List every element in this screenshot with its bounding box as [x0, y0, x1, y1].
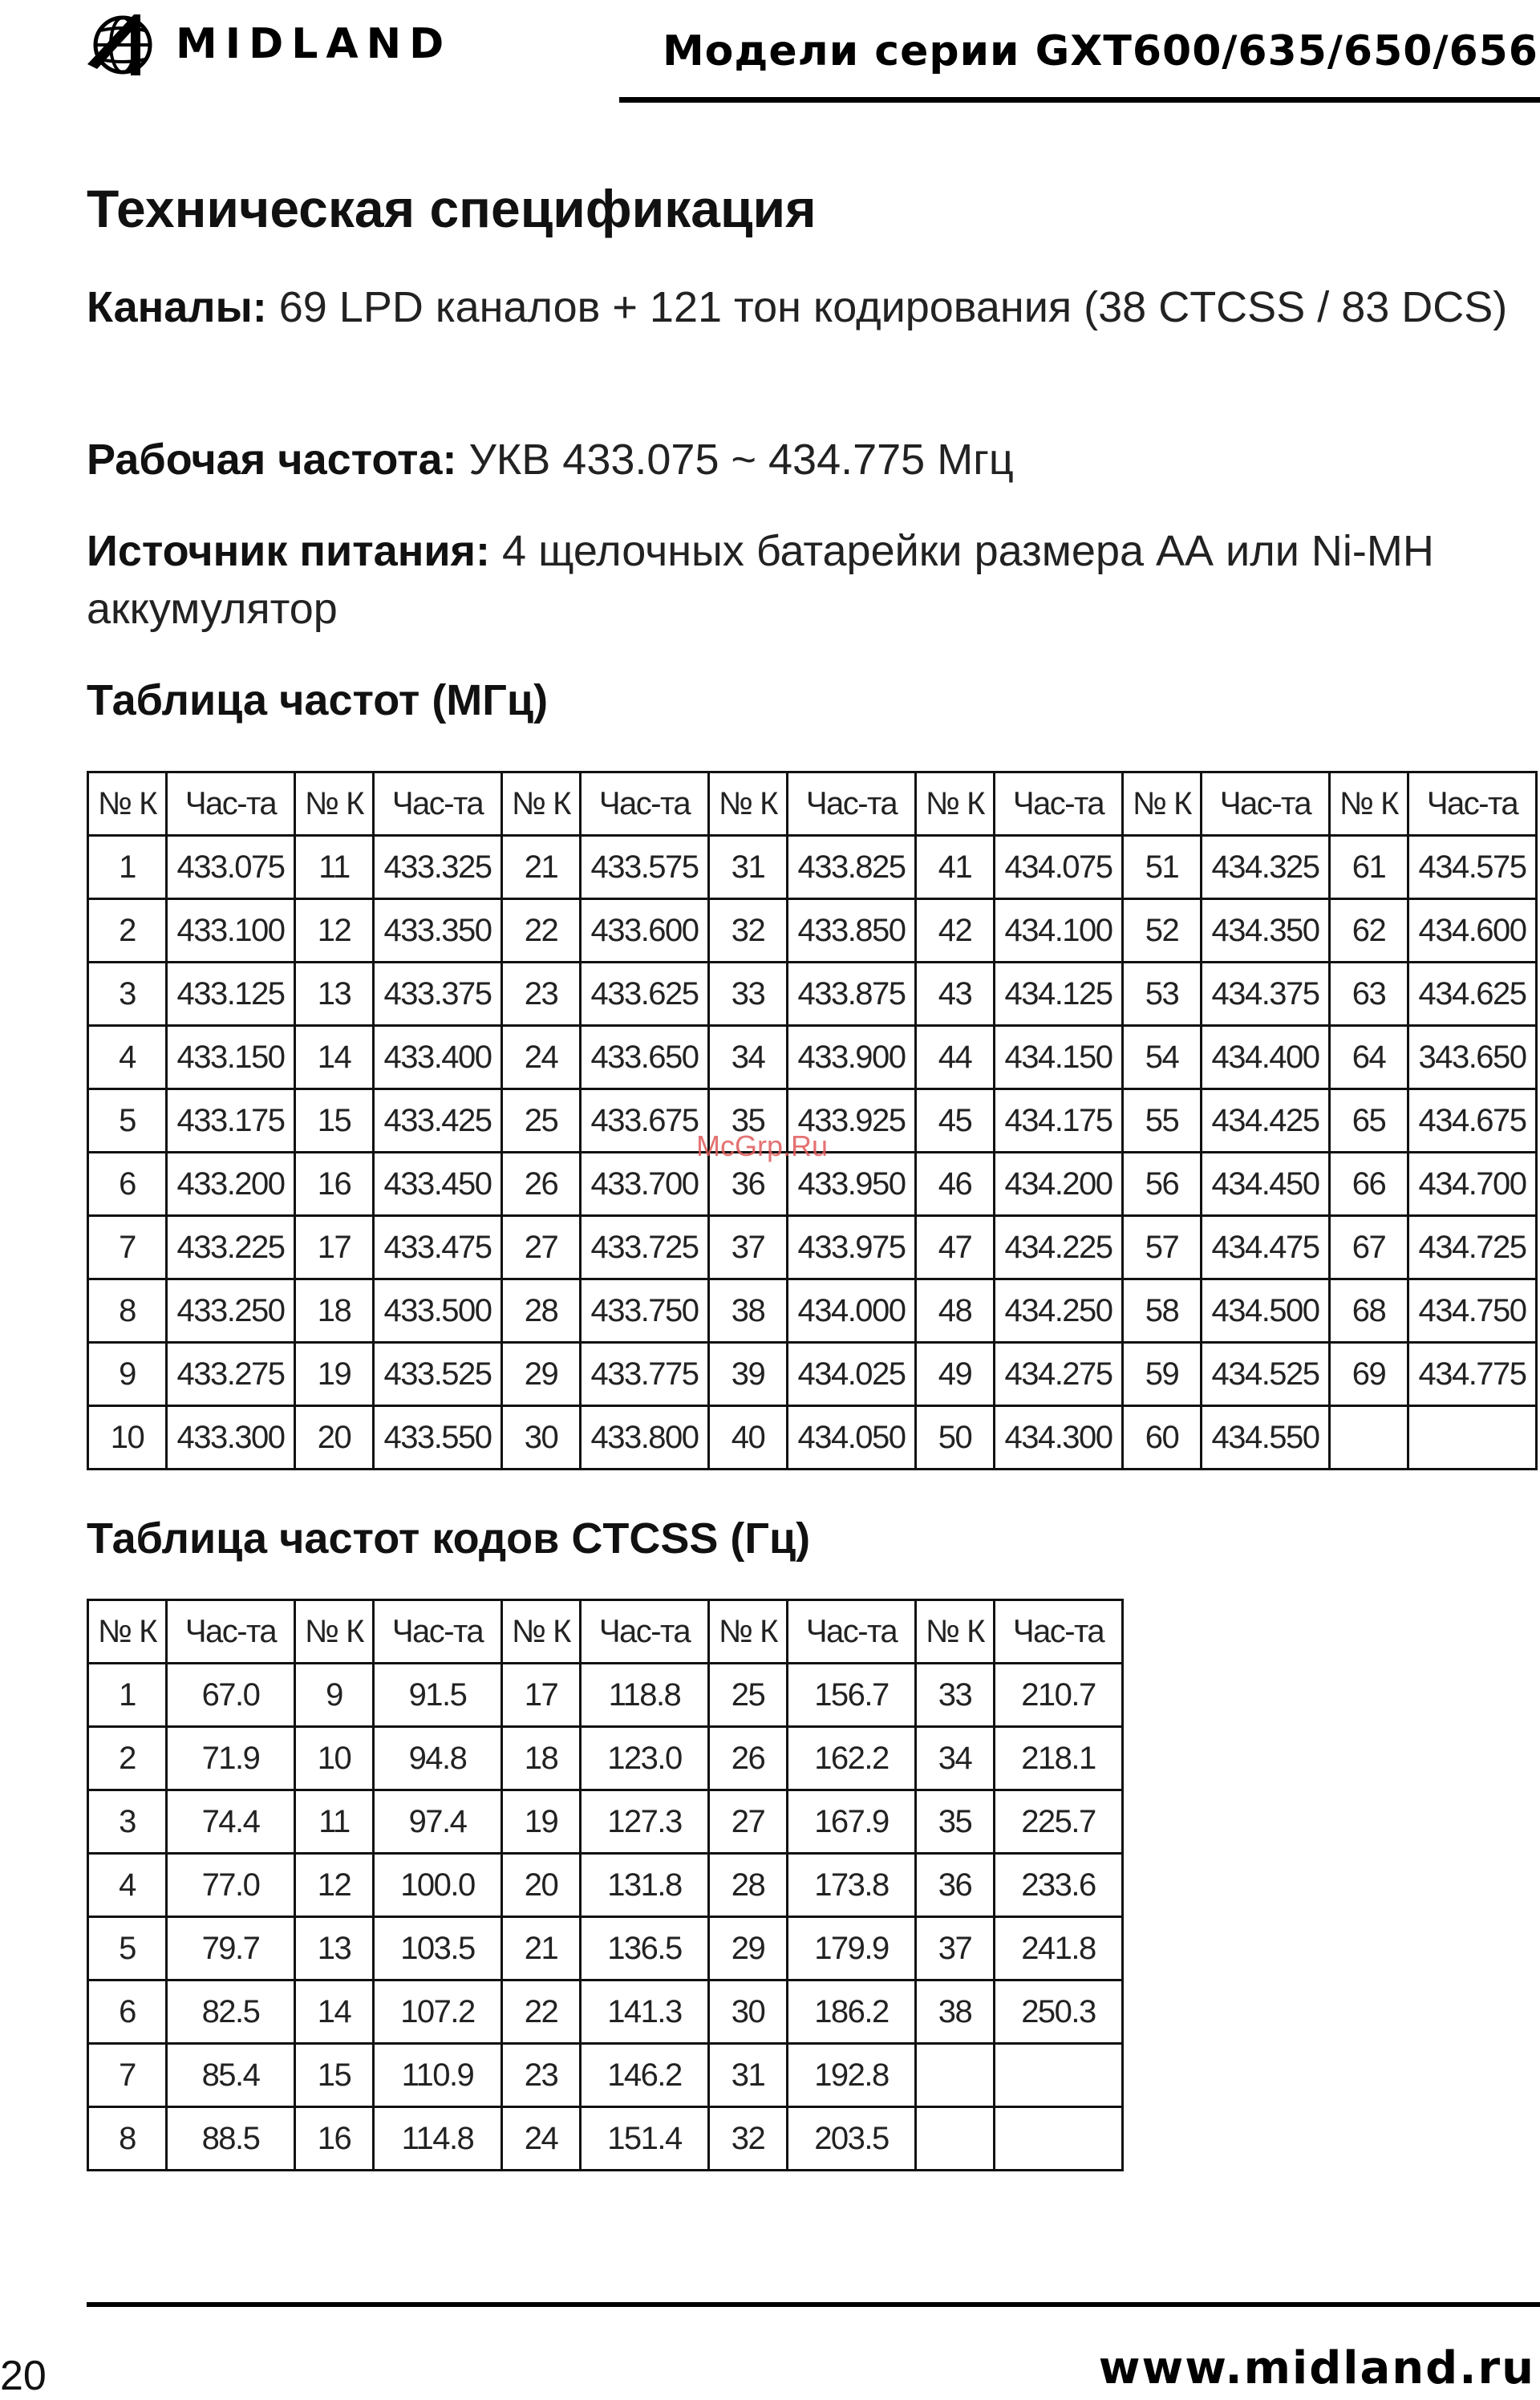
channel-number-cell: 17: [295, 1216, 374, 1279]
frequency-cell: 225.7: [995, 1790, 1123, 1854]
channel-number-cell: [916, 2107, 995, 2171]
frequency-cell: 433.625: [581, 963, 709, 1026]
channel-number-cell: 13: [295, 1917, 374, 1980]
table-row: [88, 1790, 1123, 1854]
channels-paragraph: [87, 278, 1522, 336]
frequency-cell: 433.200: [167, 1153, 295, 1216]
channel-number-cell: 6: [88, 1980, 167, 2044]
channel-number-cell: 38: [709, 1279, 788, 1343]
channel-number-cell: 39: [709, 1343, 788, 1406]
channel-number-cell: 29: [709, 1917, 788, 1980]
table-header-cell: № К: [502, 1600, 581, 1664]
channel-number-cell: 10: [295, 1727, 374, 1790]
frequency-cell: 433.350: [374, 899, 502, 963]
table-row: [88, 899, 1537, 963]
frequency-cell: 433.175: [167, 1089, 295, 1153]
channel-number-cell: 6: [88, 1153, 167, 1216]
channel-number-cell: 12: [295, 1854, 374, 1917]
table-header-cell: Час-та: [374, 1600, 502, 1664]
channel-number-cell: 42: [916, 899, 995, 963]
table-header-cell: № К: [709, 772, 788, 836]
channel-number-cell: 62: [1330, 899, 1408, 963]
frequency-cell: 433.825: [788, 836, 916, 899]
channel-number-cell: 8: [88, 2107, 167, 2171]
channel-number-cell: 17: [502, 1664, 581, 1727]
table-header-cell: Час-та: [788, 772, 916, 836]
frequency-cell: 433.925: [788, 1089, 916, 1153]
channel-number-cell: 28: [502, 1279, 581, 1343]
table-row: [88, 1727, 1123, 1790]
table-row: [88, 1406, 1537, 1470]
channel-number-cell: 32: [709, 899, 788, 963]
frequency-cell: 434.350: [1202, 899, 1330, 963]
frequency-cell: 71.9: [167, 1727, 295, 1790]
frequency-cell: 210.7: [995, 1664, 1123, 1727]
channel-number-cell: 23: [502, 963, 581, 1026]
frequency-cell: 433.900: [788, 1026, 916, 1089]
channel-number-cell: 24: [502, 2107, 581, 2171]
channel-number-cell: 22: [502, 899, 581, 963]
frequency-cell: 123.0: [581, 1727, 709, 1790]
power-paragraph: [87, 522, 1522, 638]
channel-number-cell: [1330, 1406, 1408, 1470]
channel-number-cell: 26: [709, 1727, 788, 1790]
channel-number-cell: 15: [295, 2044, 374, 2107]
channel-number-cell: 11: [295, 836, 374, 899]
channel-number-cell: 20: [502, 1854, 581, 1917]
channel-number-cell: 29: [502, 1343, 581, 1406]
channel-number-cell: 19: [502, 1790, 581, 1854]
channel-number-cell: 66: [1330, 1153, 1408, 1216]
channel-number-cell: 12: [295, 899, 374, 963]
channel-number-cell: 69: [1330, 1343, 1408, 1406]
frequency-cell: 434.375: [1202, 963, 1330, 1026]
table-row: [88, 2107, 1123, 2171]
frequency-value: УКВ 433.075 ~ 434.775 Мгц: [468, 436, 1014, 484]
channel-number-cell: 9: [295, 1664, 374, 1727]
frequency-cell: 146.2: [581, 2044, 709, 2107]
frequency-cell: 88.5: [167, 2107, 295, 2171]
table-header-cell: № К: [1330, 772, 1408, 836]
frequency-cell: 103.5: [374, 1917, 502, 1980]
channel-number-cell: 27: [709, 1790, 788, 1854]
channel-number-cell: 4: [88, 1026, 167, 1089]
frequency-table: [87, 771, 1538, 1470]
frequency-cell: 433.675: [581, 1089, 709, 1153]
frequency-cell: 114.8: [374, 2107, 502, 2171]
frequency-cell: 434.400: [1202, 1026, 1330, 1089]
frequency-cell: 434.725: [1408, 1216, 1537, 1279]
channel-number-cell: 54: [1123, 1026, 1202, 1089]
channel-number-cell: 47: [916, 1216, 995, 1279]
frequency-cell: 433.325: [374, 836, 502, 899]
footer-divider: [87, 2302, 1540, 2307]
channel-number-cell: 56: [1123, 1153, 1202, 1216]
page-number: 20: [0, 2353, 47, 2399]
channel-number-cell: [916, 2044, 995, 2107]
ctcss-table-title: Таблица частот кодов CTCSS (Гц): [87, 1514, 811, 1563]
table-header-cell: № К: [88, 772, 167, 836]
frequency-cell: 94.8: [374, 1727, 502, 1790]
frequency-cell: 434.425: [1202, 1089, 1330, 1153]
channel-number-cell: 5: [88, 1917, 167, 1980]
channel-number-cell: 35: [916, 1790, 995, 1854]
frequency-cell: 127.3: [581, 1790, 709, 1854]
frequency-cell: 100.0: [374, 1854, 502, 1917]
channel-number-cell: 52: [1123, 899, 1202, 963]
table-row: [88, 1343, 1537, 1406]
channel-number-cell: 65: [1330, 1089, 1408, 1153]
table-header-cell: № К: [709, 1600, 788, 1664]
frequency-cell: 434.075: [995, 836, 1123, 899]
table-header-cell: № К: [295, 772, 374, 836]
channel-number-cell: 21: [502, 836, 581, 899]
frequency-cell: 136.5: [581, 1917, 709, 1980]
channel-number-cell: 3: [88, 1790, 167, 1854]
frequency-cell: 186.2: [788, 1980, 916, 2044]
table-header-cell: № К: [295, 1600, 374, 1664]
frequency-cell: 434.700: [1408, 1153, 1537, 1216]
channel-number-cell: 10: [88, 1406, 167, 1470]
channel-number-cell: 31: [709, 836, 788, 899]
frequency-cell: 433.075: [167, 836, 295, 899]
frequency-cell: 91.5: [374, 1664, 502, 1727]
channel-number-cell: 15: [295, 1089, 374, 1153]
frequency-cell: 82.5: [167, 1980, 295, 2044]
channel-number-cell: 33: [916, 1664, 995, 1727]
frequency-cell: 434.775: [1408, 1343, 1537, 1406]
frequency-cell: 434.575: [1408, 836, 1537, 899]
channel-number-cell: 18: [295, 1279, 374, 1343]
channel-number-cell: 2: [88, 899, 167, 963]
frequency-cell: 173.8: [788, 1854, 916, 1917]
channel-number-cell: 41: [916, 836, 995, 899]
channel-number-cell: 34: [709, 1026, 788, 1089]
frequency-cell: 434.525: [1202, 1343, 1330, 1406]
frequency-label: Рабочая частота:: [87, 436, 457, 484]
frequency-cell: 434.750: [1408, 1279, 1537, 1343]
channels-value: 69 LPD каналов + 121 тон кодирования (38 CTCSS / 83 DCS): [278, 283, 1508, 331]
frequency-cell: 434.550: [1202, 1406, 1330, 1470]
channel-number-cell: 32: [709, 2107, 788, 2171]
table-header-cell: Час-та: [788, 1600, 916, 1664]
channel-number-cell: 25: [502, 1089, 581, 1153]
table-header-cell: Час-та: [1408, 772, 1537, 836]
channel-number-cell: 50: [916, 1406, 995, 1470]
table-header-cell: Час-та: [167, 1600, 295, 1664]
frequency-cell: 433.250: [167, 1279, 295, 1343]
frequency-cell: 433.450: [374, 1153, 502, 1216]
frequency-cell: 179.9: [788, 1917, 916, 1980]
page-title: Техническая спецификация: [87, 179, 817, 238]
channel-number-cell: 14: [295, 1026, 374, 1089]
frequency-cell: 131.8: [581, 1854, 709, 1917]
channel-number-cell: 28: [709, 1854, 788, 1917]
channel-number-cell: 30: [709, 1980, 788, 2044]
channel-number-cell: 25: [709, 1664, 788, 1727]
frequency-cell: 434.125: [995, 963, 1123, 1026]
channel-number-cell: 16: [295, 1153, 374, 1216]
channel-number-cell: 34: [916, 1727, 995, 1790]
frequency-cell: 434.625: [1408, 963, 1537, 1026]
frequency-cell: 434.475: [1202, 1216, 1330, 1279]
channel-number-cell: 4: [88, 1854, 167, 1917]
channel-number-cell: 19: [295, 1343, 374, 1406]
frequency-cell: 151.4: [581, 2107, 709, 2171]
frequency-cell: 433.650: [581, 1026, 709, 1089]
table-row: [88, 1980, 1123, 2044]
frequency-cell: 434.150: [995, 1026, 1123, 1089]
channel-number-cell: 48: [916, 1279, 995, 1343]
channel-number-cell: 27: [502, 1216, 581, 1279]
frequency-table-title: Таблица частот (МГц): [87, 676, 549, 724]
table-row: [88, 1854, 1123, 1917]
table-row: [88, 1279, 1537, 1343]
table-header-cell: № К: [502, 772, 581, 836]
channel-number-cell: 5: [88, 1089, 167, 1153]
frequency-cell: [1408, 1406, 1537, 1470]
table-row: [88, 2044, 1123, 2107]
frequency-cell: 85.4: [167, 2044, 295, 2107]
channel-number-cell: 40: [709, 1406, 788, 1470]
channel-number-cell: 11: [295, 1790, 374, 1854]
channel-number-cell: 18: [502, 1727, 581, 1790]
channel-number-cell: 53: [1123, 963, 1202, 1026]
table-header-cell: № К: [916, 772, 995, 836]
frequency-cell: 433.275: [167, 1343, 295, 1406]
frequency-cell: 433.800: [581, 1406, 709, 1470]
channel-number-cell: 49: [916, 1343, 995, 1406]
frequency-cell: 74.4: [167, 1790, 295, 1854]
frequency-cell: 434.325: [1202, 836, 1330, 899]
frequency-cell: 141.3: [581, 1980, 709, 2044]
globe-logo-icon: [84, 8, 172, 80]
table-row: [88, 1026, 1537, 1089]
channel-number-cell: 55: [1123, 1089, 1202, 1153]
table-header-cell: № К: [88, 1600, 167, 1664]
frequency-cell: 434.000: [788, 1279, 916, 1343]
table-header-cell: № К: [1123, 772, 1202, 836]
channel-number-cell: 20: [295, 1406, 374, 1470]
frequency-cell: 433.500: [374, 1279, 502, 1343]
frequency-cell: [995, 2107, 1123, 2171]
frequency-cell: 433.475: [374, 1216, 502, 1279]
frequency-cell: 433.425: [374, 1089, 502, 1153]
table-header-cell: Час-та: [167, 772, 295, 836]
channel-number-cell: 61: [1330, 836, 1408, 899]
channel-number-cell: 44: [916, 1026, 995, 1089]
channel-number-cell: 37: [709, 1216, 788, 1279]
frequency-cell: 433.850: [788, 899, 916, 963]
channel-number-cell: 22: [502, 1980, 581, 2044]
frequency-cell: 434.175: [995, 1089, 1123, 1153]
channel-number-cell: 33: [709, 963, 788, 1026]
table-row: [88, 836, 1537, 899]
channel-number-cell: 58: [1123, 1279, 1202, 1343]
frequency-cell: 67.0: [167, 1664, 295, 1727]
frequency-cell: 433.300: [167, 1406, 295, 1470]
table-row: [88, 963, 1537, 1026]
frequency-cell: 434.200: [995, 1153, 1123, 1216]
frequency-cell: 110.9: [374, 2044, 502, 2107]
channel-number-cell: 35: [709, 1089, 788, 1153]
website-url: www.midland.ru: [1098, 2342, 1535, 2394]
table-row: [88, 1664, 1123, 1727]
frequency-cell: 434.050: [788, 1406, 916, 1470]
frequency-cell: 434.225: [995, 1216, 1123, 1279]
channel-number-cell: 16: [295, 2107, 374, 2171]
frequency-cell: 118.8: [581, 1664, 709, 1727]
frequency-cell: 433.125: [167, 963, 295, 1026]
frequency-cell: 434.300: [995, 1406, 1123, 1470]
frequency-cell: 434.025: [788, 1343, 916, 1406]
table-header-cell: Час-та: [374, 772, 502, 836]
frequency-cell: 433.975: [788, 1216, 916, 1279]
table-header-cell: Час-та: [1202, 772, 1330, 836]
frequency-cell: 241.8: [995, 1917, 1123, 1980]
frequency-cell: 167.9: [788, 1790, 916, 1854]
channel-number-cell: 8: [88, 1279, 167, 1343]
frequency-cell: 433.100: [167, 899, 295, 963]
channel-number-cell: 26: [502, 1153, 581, 1216]
frequency-cell: 433.150: [167, 1026, 295, 1089]
frequency-cell: 433.700: [581, 1153, 709, 1216]
table-header-cell: Час-та: [581, 772, 709, 836]
table-row: [88, 1216, 1537, 1279]
channel-number-cell: 24: [502, 1026, 581, 1089]
channel-number-cell: 9: [88, 1343, 167, 1406]
channel-number-cell: 57: [1123, 1216, 1202, 1279]
frequency-cell: 434.675: [1408, 1089, 1537, 1153]
channel-number-cell: 67: [1330, 1216, 1408, 1279]
channel-number-cell: 14: [295, 1980, 374, 2044]
frequency-cell: 433.575: [581, 836, 709, 899]
frequency-cell: 107.2: [374, 1980, 502, 2044]
channel-number-cell: 51: [1123, 836, 1202, 899]
frequency-cell: 77.0: [167, 1854, 295, 1917]
frequency-cell: 433.950: [788, 1153, 916, 1216]
table-header-row: [88, 772, 1537, 836]
channel-number-cell: 30: [502, 1406, 581, 1470]
channel-number-cell: 3: [88, 963, 167, 1026]
table-header-cell: Час-та: [581, 1600, 709, 1664]
series-title: Модели серии GXT600/635/650/656: [662, 27, 1538, 75]
frequency-cell: 162.2: [788, 1727, 916, 1790]
frequency-cell: 233.6: [995, 1854, 1123, 1917]
frequency-cell: 433.600: [581, 899, 709, 963]
frequency-cell: 433.775: [581, 1343, 709, 1406]
table-header-cell: Час-та: [995, 1600, 1123, 1664]
frequency-cell: 433.525: [374, 1343, 502, 1406]
ctcss-table: [87, 1599, 1124, 2171]
channel-number-cell: 59: [1123, 1343, 1202, 1406]
frequency-cell: 343.650: [1408, 1026, 1537, 1089]
brand-name: MIDLAND: [176, 20, 452, 68]
channel-number-cell: 7: [88, 2044, 167, 2107]
channel-number-cell: 36: [709, 1153, 788, 1216]
header-divider: [619, 97, 1540, 103]
frequency-cell: 433.225: [167, 1216, 295, 1279]
frequency-cell: 433.750: [581, 1279, 709, 1343]
channel-number-cell: 1: [88, 1664, 167, 1727]
channel-number-cell: 36: [916, 1854, 995, 1917]
channel-number-cell: 46: [916, 1153, 995, 1216]
channel-number-cell: 38: [916, 1980, 995, 2044]
frequency-cell: 434.250: [995, 1279, 1123, 1343]
frequency-paragraph: [87, 431, 1522, 489]
frequency-cell: 433.375: [374, 963, 502, 1026]
frequency-cell: [995, 2044, 1123, 2107]
table-header-cell: Час-та: [995, 772, 1123, 836]
frequency-cell: 156.7: [788, 1664, 916, 1727]
channel-number-cell: 2: [88, 1727, 167, 1790]
channel-number-cell: 45: [916, 1089, 995, 1153]
frequency-cell: 250.3: [995, 1980, 1123, 2044]
frequency-cell: 434.275: [995, 1343, 1123, 1406]
channel-number-cell: 23: [502, 2044, 581, 2107]
channel-number-cell: 21: [502, 1917, 581, 1980]
frequency-cell: 79.7: [167, 1917, 295, 1980]
channels-label: Каналы:: [87, 283, 267, 331]
table-header-row: [88, 1600, 1123, 1664]
frequency-cell: 434.500: [1202, 1279, 1330, 1343]
table-header-cell: № К: [916, 1600, 995, 1664]
channel-number-cell: 63: [1330, 963, 1408, 1026]
power-label: Источник питания:: [87, 527, 491, 575]
frequency-cell: 433.875: [788, 963, 916, 1026]
channel-number-cell: 43: [916, 963, 995, 1026]
brand-logo: [84, 8, 452, 80]
channel-number-cell: 37: [916, 1917, 995, 1980]
frequency-cell: 434.600: [1408, 899, 1537, 963]
table-row: [88, 1917, 1123, 1980]
watermark: McGrp.Ru: [696, 1129, 829, 1162]
frequency-cell: 433.550: [374, 1406, 502, 1470]
channel-number-cell: 64: [1330, 1026, 1408, 1089]
frequency-cell: 218.1: [995, 1727, 1123, 1790]
frequency-cell: 97.4: [374, 1790, 502, 1854]
frequency-cell: 433.400: [374, 1026, 502, 1089]
frequency-cell: 192.8: [788, 2044, 916, 2107]
channel-number-cell: 60: [1123, 1406, 1202, 1470]
frequency-cell: 434.100: [995, 899, 1123, 963]
channel-number-cell: 1: [88, 836, 167, 899]
channel-number-cell: 13: [295, 963, 374, 1026]
channel-number-cell: 31: [709, 2044, 788, 2107]
channel-number-cell: 68: [1330, 1279, 1408, 1343]
frequency-cell: 433.725: [581, 1216, 709, 1279]
channel-number-cell: 7: [88, 1216, 167, 1279]
frequency-cell: 434.450: [1202, 1153, 1330, 1216]
frequency-cell: 203.5: [788, 2107, 916, 2171]
power-value: 4 щелочных батарейки размера АА или Ni-MH аккумулятор: [87, 527, 1434, 633]
